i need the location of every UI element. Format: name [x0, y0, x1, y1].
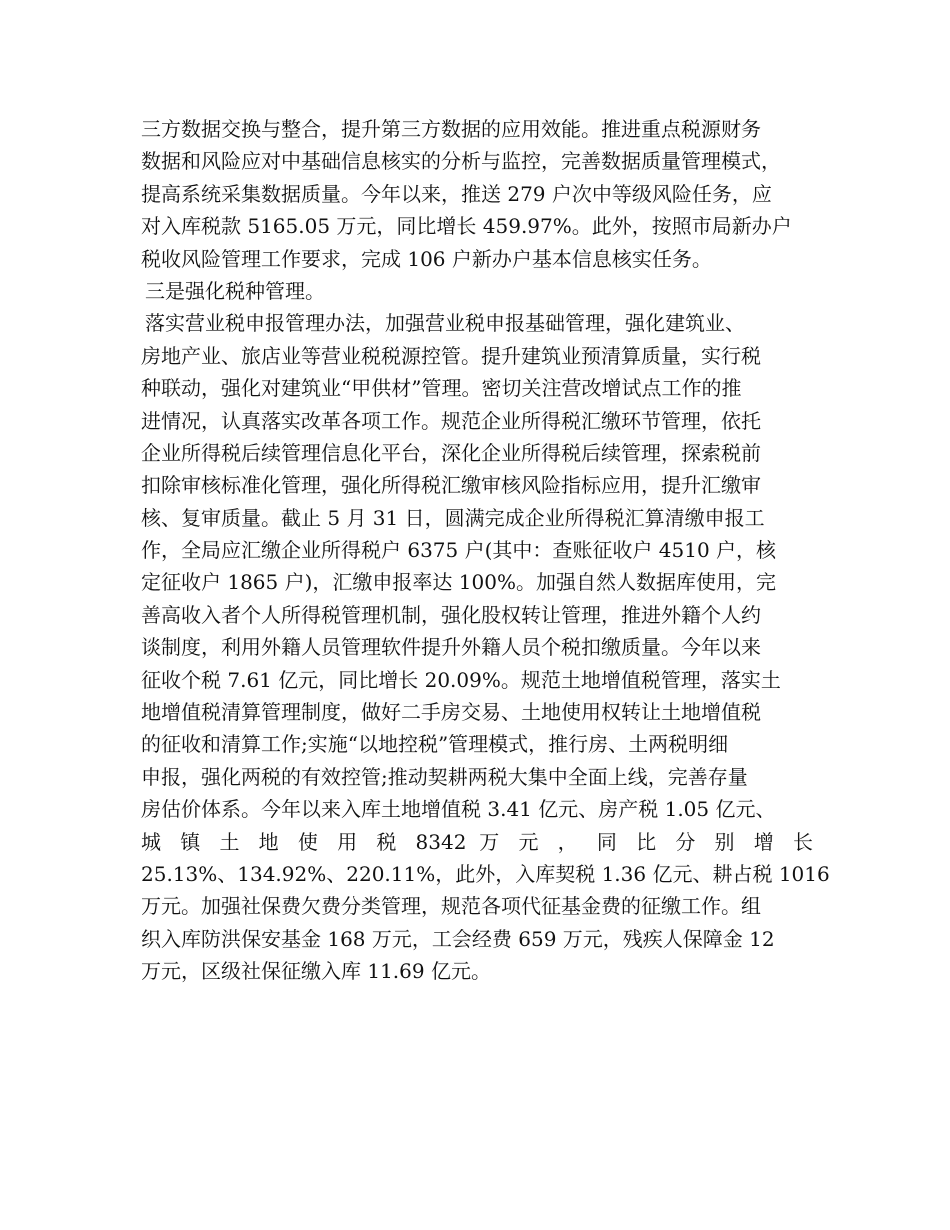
paragraph-line: 房地产业、旅店业等营业税税源控管。提升建筑业预清算质量，实行税: [141, 343, 761, 368]
paragraph-line: 万元，区级社保征缴入库 11.69 亿元。: [141, 959, 491, 984]
paragraph-line: 定征收户 1865 户)，汇缴申报率达 100%。加强自然人数据库使用，完: [141, 570, 776, 595]
paragraph-line: 种联动，强化对建筑业“甲供材”管理。密切关注营改增试点工作的推: [141, 376, 742, 401]
paragraph-line: 城 镇 土 地 使 用 税 8342 万 元 ， 同 比 分 别 增 长: [141, 829, 813, 854]
paragraph-line: 落实营业税申报管理办法，加强营业税申报基础管理，强化建筑业、: [145, 311, 745, 336]
paragraph-line: 对入库税款 5165.05 万元，同比增长 459.97%。此外，按照市局新办户: [141, 214, 792, 239]
paragraph-line: 税收风险管理工作要求，完成 106 户新办户基本信息核实任务。: [141, 246, 712, 271]
paragraph-line: 万元。加强社保费欠费分类管理，规范各项代征基金费的征缴工作。组: [141, 894, 761, 919]
paragraph-line: 征收个税 7.61 亿元，同比增长 20.09%。规范土地增值税管理，落实土: [141, 667, 781, 692]
paragraph-line: 三方数据交换与整合，提升第三方数据的应用效能。推进重点税源财务: [141, 117, 761, 141]
section-heading: 三是强化税种管理。: [145, 278, 325, 303]
paragraph-line: 作，全局应汇缴企业所得税户 6375 户(其中：查账征收户 4510 户，核: [141, 538, 777, 563]
paragraph-line: 申报，强化两税的有效控管;推动契耕两税大集中全面上线，完善存量: [141, 764, 748, 789]
paragraph-line: 企业所得税后续管理信息化平台，深化企业所得税后续管理，探索税前: [141, 440, 761, 465]
paragraph-line: 25.13%、134.92%、220.11%，此外，入库契税 1.36 亿元、耕占税 1016: [141, 861, 830, 886]
paragraph-line: 善高收入者个人所得税管理机制，强化股权转让管理，推进外籍个人约: [141, 602, 761, 627]
document-body: [141, 113, 830, 988]
paragraph-line: 提高系统采集数据质量。今年以来，推送 279 户次中等级风险任务，应: [141, 181, 772, 206]
paragraph-line: 房估价体系。今年以来入库土地增值税 3.41 亿元、房产税 1.05 亿元、: [141, 797, 776, 822]
paragraph-line: 核、复审质量。截止 5 月 31 日，圆满完成企业所得税汇算清缴申报工: [141, 505, 765, 530]
paragraph-line: 的征收和清算工作;实施“以地控税”管理模式，推行房、土两税明细: [141, 732, 729, 757]
paragraph-line: 谈制度，利用外籍人员管理软件提升外籍人员个税扣缴质量。今年以来: [141, 635, 761, 660]
paragraph-line: 数据和风险应对中基础信息核实的分析与监控，完善数据质量管理模式，: [141, 149, 781, 174]
paragraph-line: 织入库防洪保安基金 168 万元，工会经费 659 万元，残疾人保障金 12: [141, 926, 775, 951]
paragraph-line: 扣除审核标准化管理，强化所得税汇缴审核风险指标应用，提升汇缴审: [141, 473, 761, 498]
paragraph-line: 地增值税清算管理制度，做好二手房交易、土地使用权转让土地增值税: [141, 700, 761, 725]
paragraph-line: 进情况，认真落实改革各项工作。规范企业所得税汇缴环节管理，依托: [141, 408, 761, 433]
